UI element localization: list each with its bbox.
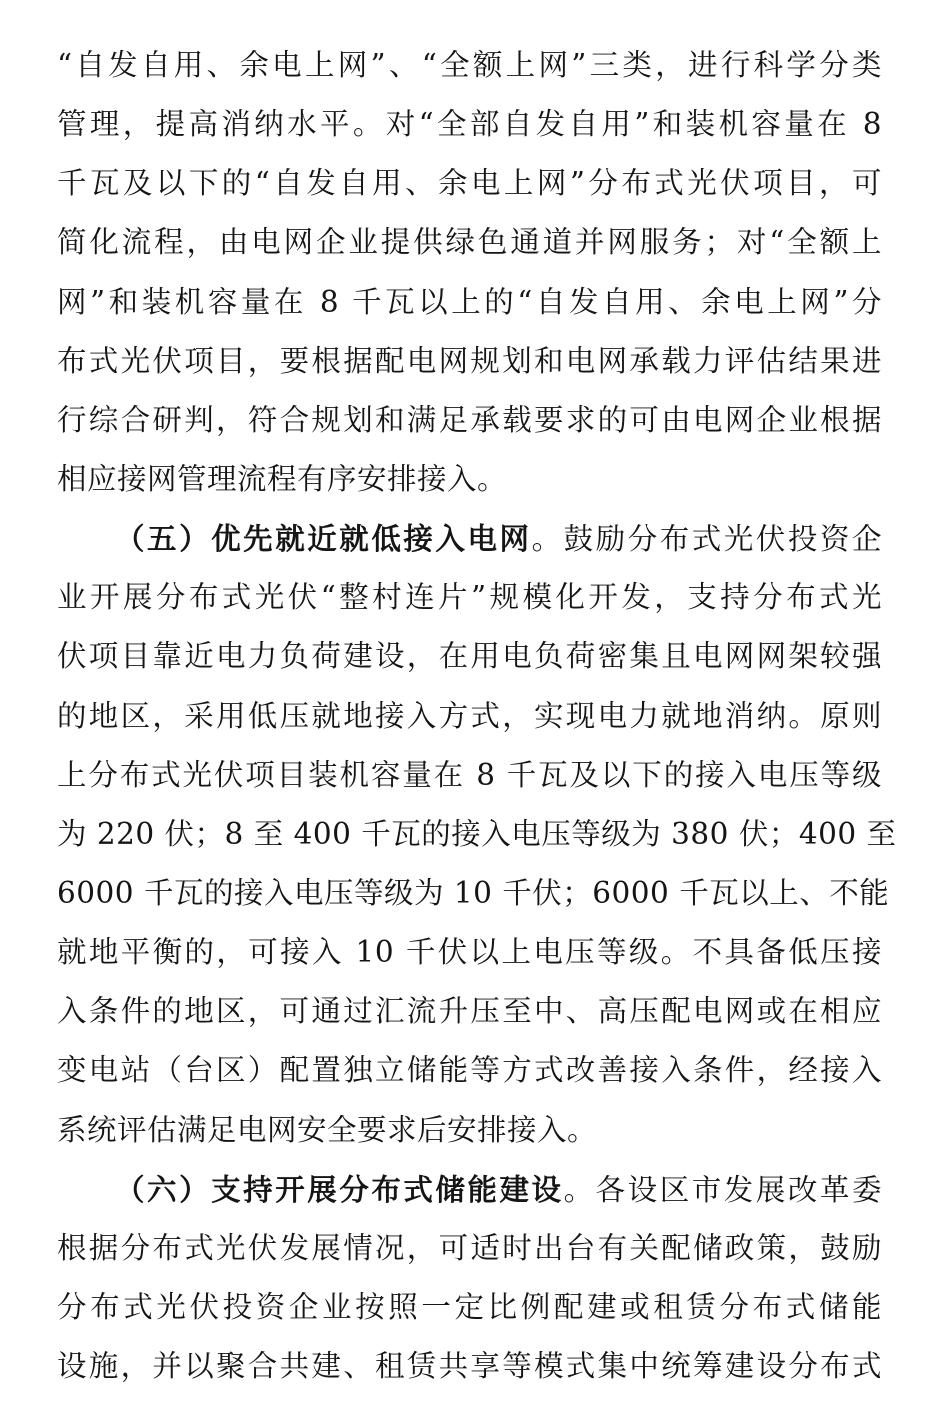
text-line: 简化流程，由电网企业提供绿色通道并网服务；对“全额上 [57, 225, 882, 260]
text-line: 6000 千瓦的接入电压等级为 10 千伏；6000 千瓦以上、不能 [57, 875, 890, 910]
text-line: 分布式光伏投资企业按照一定比例配建或租赁分布式储能 [57, 1289, 882, 1324]
text-line: 千瓦及以下的“自发自用、余电上网”分布式光伏项目，可 [57, 166, 882, 201]
text-line: 的地区，采用低压就地接入方式，实现电力就地消纳。原则 [57, 698, 882, 733]
text-line: 伏项目靠近电力负荷建设，在用电负荷密集且电网网架较强 [57, 639, 882, 674]
text-line: “自发自用、余电上网”、“全额上网”三类，进行科学分类 [57, 48, 882, 82]
section-6-first-line [57, 1160, 882, 1219]
section-heading-6: （六）支持开展分布式储能建设 [115, 1171, 564, 1207]
text-line: 行综合研判，符合规划和满足承载要求的可由电网企业根据 [57, 402, 882, 437]
text-line: 变电站（台区）配置独立储能等方式改善接入条件，经接入 [57, 1053, 882, 1088]
section-heading-5: （五）优先就近就低接入电网 [115, 521, 532, 557]
section-6-text: 。各设区市发展改革委 [563, 1172, 882, 1207]
text-line: 网”和装机容量在 8 千瓦以上的“自发自用、余电上网”分 [57, 284, 882, 319]
text-line: 入条件的地区，可通过汇流升压至中、高压配电网或在相应 [57, 994, 882, 1029]
text-line: 设施，并以聚合共建、租赁共享等模式集中统筹建设分布式 [57, 1349, 882, 1384]
text-line: 上分布式光伏项目装机容量在 8 千瓦及以下的接入电压等级 [57, 757, 882, 792]
section-5-first-line [57, 509, 882, 568]
section-5-text: 。鼓励分布式光伏投资企 [531, 522, 882, 557]
text-line: 系统评估满足电网安全要求后安排接入。 [57, 1112, 598, 1147]
text-line: 相应接网管理流程有序安排接入。 [57, 461, 508, 496]
text-line: 布式光伏项目，要根据配电网规划和电网承载力评估结果进 [57, 343, 882, 378]
text-line: 为 220 伏；8 至 400 千瓦的接入电压等级为 380 伏；400 至 [57, 816, 897, 851]
text-line: 业开展分布式光伏“整村连片”规模化开发，支持分布式光 [57, 580, 882, 615]
text-line: 管理，提高消纳水平。对“全部自发自用”和装机容量在 8 [57, 107, 882, 142]
text-line: 根据分布式光伏发展情况，可适时出台有关配储政策，鼓励 [57, 1230, 882, 1265]
text-line: 就地平衡的，可接入 10 千伏以上电压等级。不具备低压接 [57, 935, 882, 970]
